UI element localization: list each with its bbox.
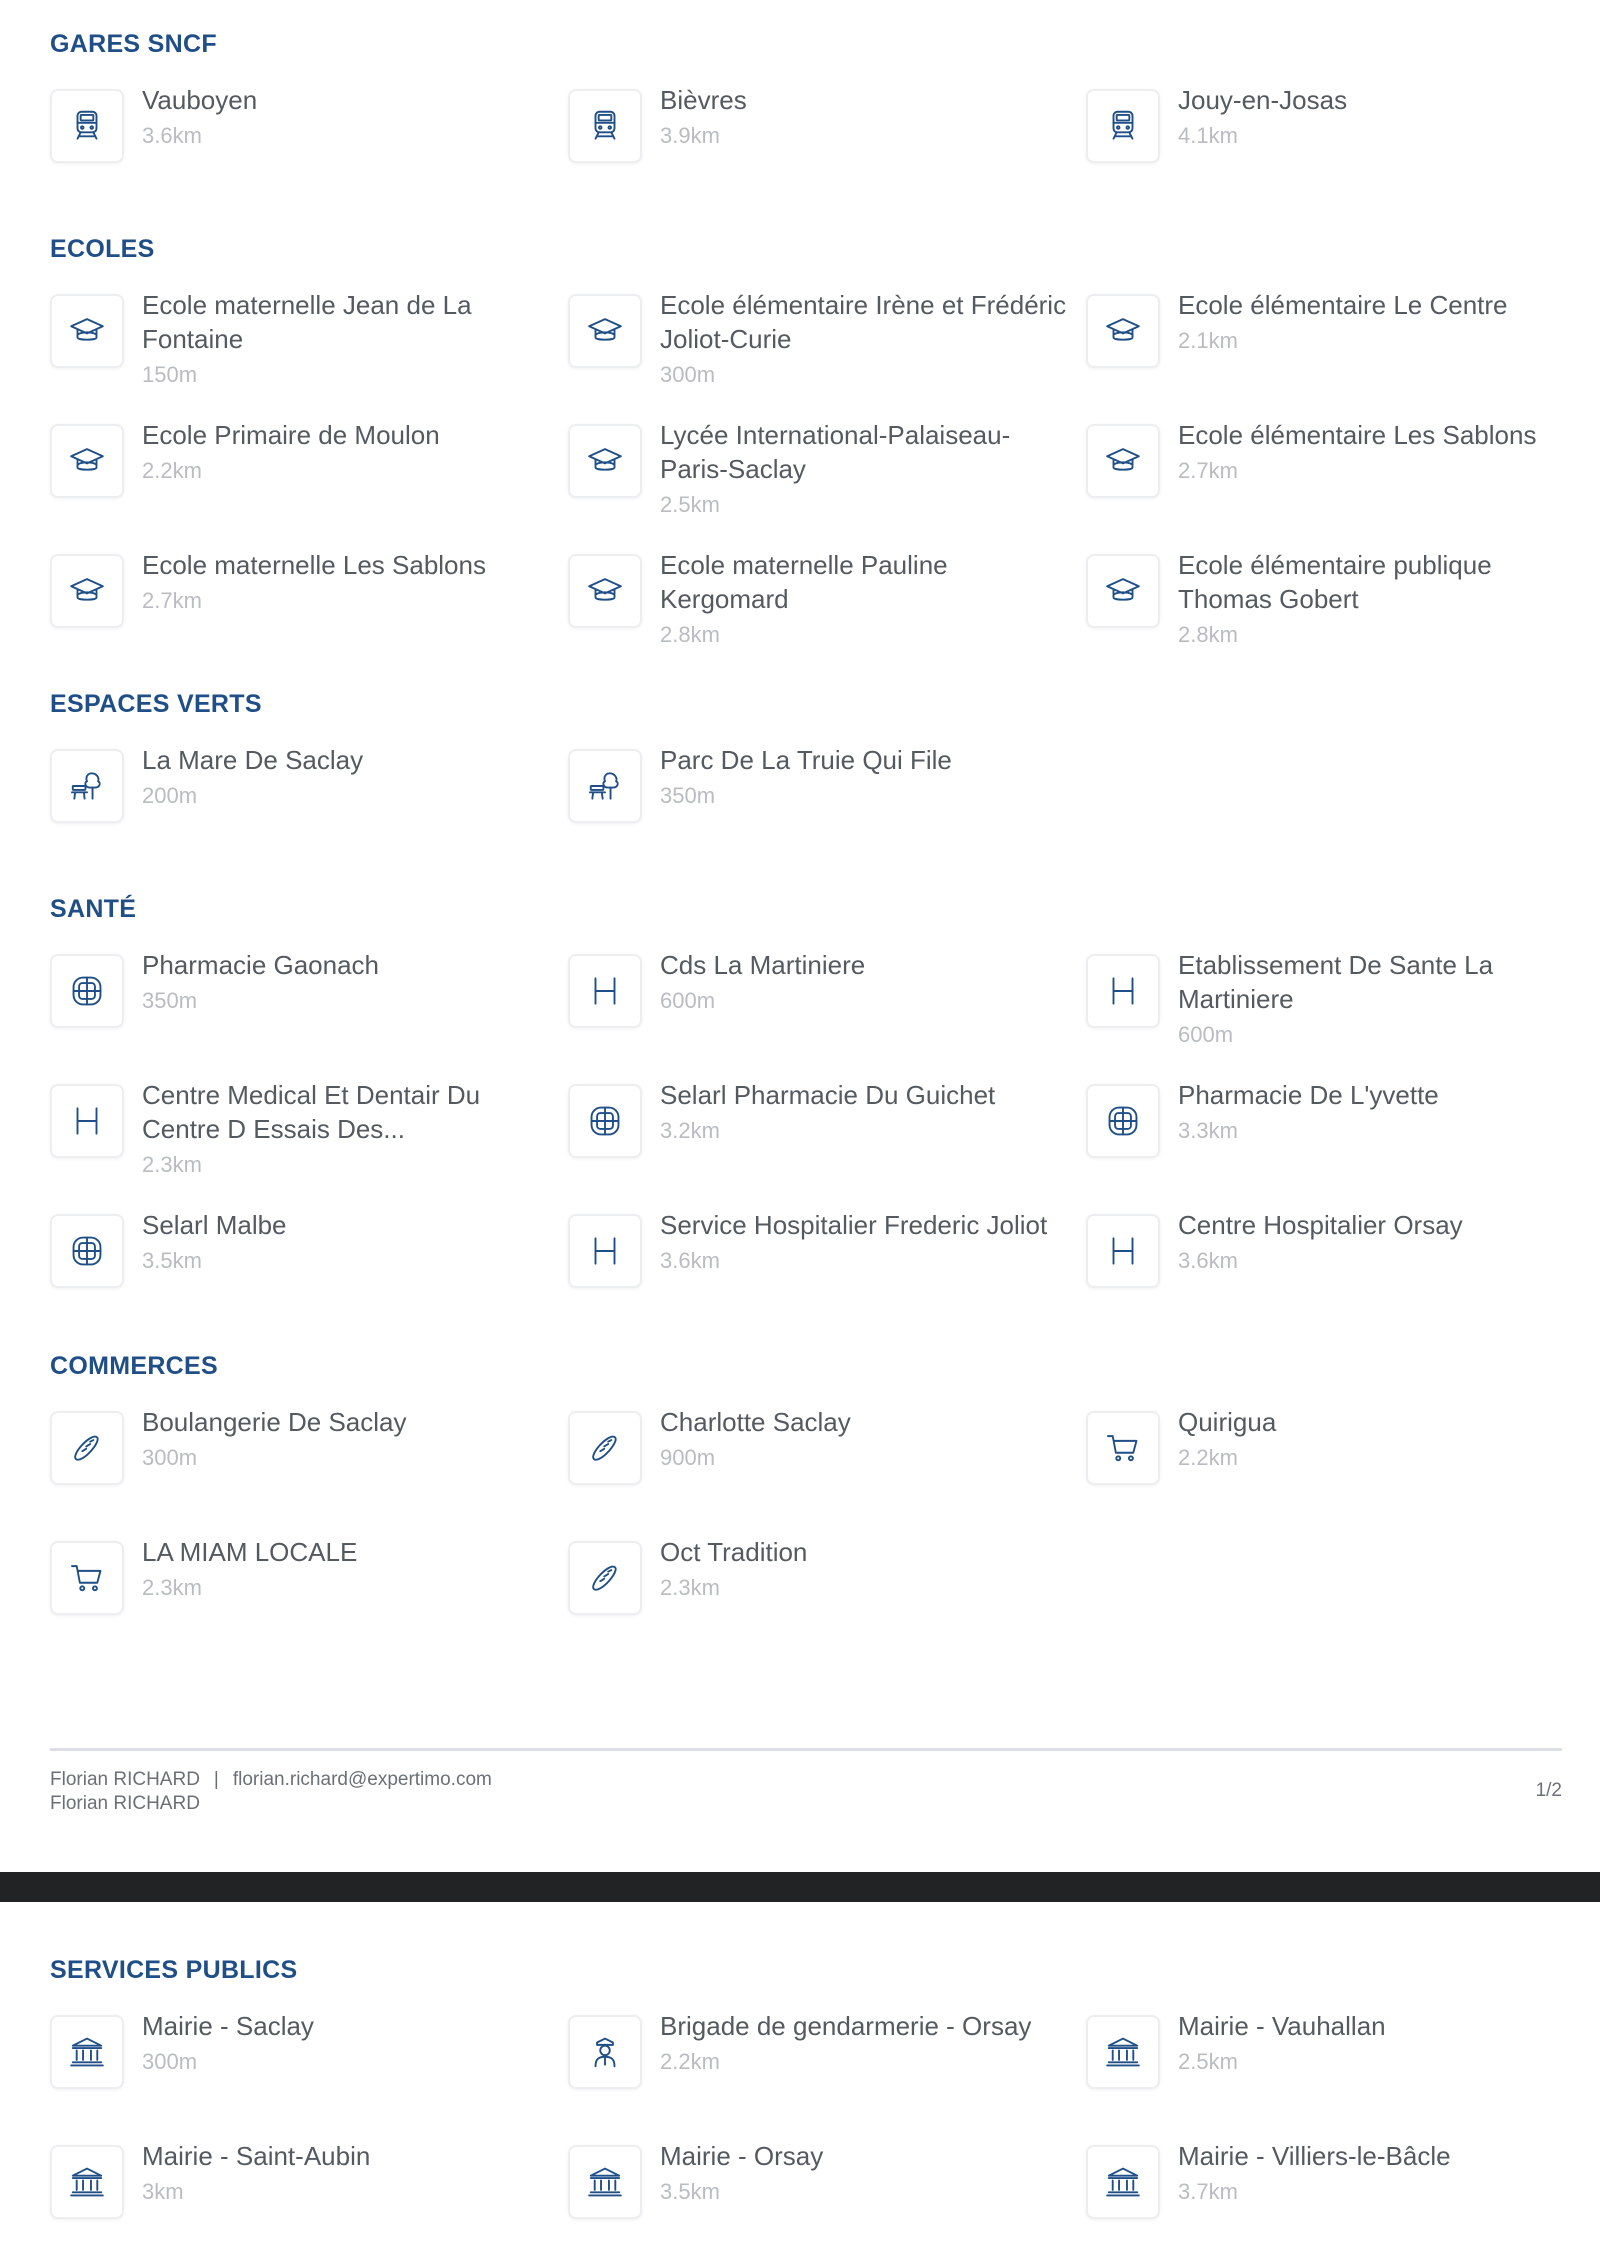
amenity-item [568,946,1086,1054]
amenity-distance: 3.5km [142,1248,202,1273]
section-title: COMMERCES [50,1352,218,1380]
amenity-name: Parc De La Truie Qui File [660,745,952,775]
amenity-item [568,416,1086,524]
amenity-item [50,1533,568,1641]
amenity-text [660,1206,1047,1278]
city-hall-icon [50,2145,124,2219]
page-number: 1/2 [1535,1780,1562,1801]
amenity-distance: 4.1km [1178,123,1238,148]
page-break [0,1872,1600,1902]
amenity-text [1178,946,1562,1052]
amenity-distance: 2.5km [1178,2049,1238,2074]
report-page-2 [0,1902,1600,2254]
amenity-text [1178,546,1562,652]
amenity-item [50,81,568,189]
section-gares-sncf [50,30,1550,189]
graduation-cap-icon [568,294,642,368]
section-ecoles [50,235,1550,654]
amenity-distance: 350m [660,783,716,808]
section-title: GARES SNCF [50,30,217,58]
pharmacy-icon [1086,1084,1160,1158]
amenity-text [142,1403,407,1475]
city-hall-icon [568,2145,642,2219]
amenity-distance: 2.2km [660,2049,720,2074]
amenity-text [1178,1403,1276,1475]
police-officer-icon [568,2015,642,2089]
amenity-distance: 350m [142,988,198,1013]
amenity-text [1178,2137,1451,2209]
amenity-item [1086,2137,1562,2245]
amenity-name: Pharmacie De L'yvette [1178,1080,1439,1110]
amenity-name: Ecole maternelle Jean de La Fontaine [142,290,472,354]
amenity-text [142,81,257,153]
amenity-text [142,286,552,392]
amenity-name: Ecole maternelle Pauline Kergomard [660,550,948,614]
section-title: SERVICES PUBLICS [50,1956,298,1984]
amenity-text [660,2137,823,2209]
amenity-text [660,1076,995,1148]
amenity-name: Oct Tradition [660,1537,808,1567]
pharmacy-icon [568,1084,642,1158]
amenity-distance: 2.3km [142,1152,202,1177]
footer-separator: | [213,1769,219,1790]
amenity-text [660,81,747,153]
amenity-text [1178,1076,1439,1148]
amenity-distance: 3.6km [660,1248,720,1273]
amenity-distance: 300m [142,1445,198,1470]
section-title: ECOLES [50,235,155,263]
graduation-cap-icon [50,554,124,628]
amenity-distance: 300m [660,362,716,387]
amenity-text [142,1206,287,1278]
amenity-text [1178,416,1536,488]
amenity-name: Jouy-en-Josas [1178,85,1348,115]
amenity-item [50,546,568,654]
amenity-name: Quirigua [1178,1407,1277,1437]
amenity-distance: 2.7km [142,588,202,613]
baguette-icon [50,1411,124,1485]
amenity-item [568,1533,1086,1641]
amenity-name: Ecole élémentaire Irène et Frédéric Joliot-Curie [660,290,1067,354]
graduation-cap-icon [1086,294,1160,368]
amenity-name: Ecole Primaire de Moulon [142,420,440,450]
section-espaces-verts [50,690,1550,849]
pharmacy-icon [50,1214,124,1288]
footer-divider [50,1748,1562,1751]
amenity-text [1178,1206,1463,1278]
amenity-name: Bièvres [660,85,747,115]
shopping-cart-icon [50,1541,124,1615]
amenity-distance: 3.7km [1178,2179,1238,2204]
amenity-distance: 2.5km [660,492,720,517]
amenity-distance: 900m [660,1445,716,1470]
park-bench-icon [50,749,124,823]
amenity-text [142,1533,357,1605]
amenity-text [660,2007,1031,2079]
amenity-distance: 300m [142,2049,198,2074]
amenity-text [1178,2007,1386,2079]
baguette-icon [568,1541,642,1615]
amenity-distance: 3.9km [660,123,720,148]
amenity-distance: 3.5km [660,2179,720,2204]
section-services-publics [50,1956,1550,2245]
amenity-item [568,2007,1086,2115]
section-commerces [50,1352,1550,1641]
amenity-item [568,741,1086,849]
amenity-distance: 2.7km [1178,458,1238,483]
amenity-item [50,286,568,394]
amenity-text [660,286,1070,392]
amenity-text [142,546,486,618]
amenity-list [50,741,1550,849]
amenity-list [50,946,1550,1314]
amenity-text [660,546,1070,652]
amenity-name: Mairie - Villiers-le-Bâcle [1178,2141,1451,2171]
hospital-h-icon [1086,954,1160,1028]
hospital-h-icon [568,954,642,1028]
amenity-name: La Mare De Saclay [142,745,364,775]
amenity-distance: 2.3km [660,1575,720,1600]
city-hall-icon [1086,2015,1160,2089]
amenity-distance: 2.8km [660,622,720,647]
amenity-name: Ecole maternelle Les Sablons [142,550,486,580]
amenity-distance: 2.2km [142,458,202,483]
amenity-item [1086,1403,1562,1511]
amenity-name: Selarl Malbe [142,1210,287,1240]
amenities-sections-page-2 [50,1956,1550,2245]
amenity-item [1086,2007,1562,2115]
amenity-text [142,2137,370,2209]
graduation-cap-icon [568,424,642,498]
page-footer [50,1768,492,1816]
amenity-item [568,2137,1086,2245]
train-icon [50,89,124,163]
amenity-distance: 600m [1178,1022,1234,1047]
amenity-distance: 200m [142,783,198,808]
amenity-item [1086,946,1562,1054]
amenity-name: Centre Medical Et Dentair Du Centre D Essais Des... [142,1080,481,1144]
amenity-text [660,946,865,1018]
amenity-distance: 2.3km [142,1575,202,1600]
baguette-icon [568,1411,642,1485]
amenity-text [660,741,952,813]
amenity-list [50,286,1550,654]
amenity-item [50,741,568,849]
train-icon [568,89,642,163]
amenity-distance: 150m [142,362,198,387]
amenity-item [50,416,568,524]
graduation-cap-icon [50,294,124,368]
amenity-text [142,1076,552,1182]
pharmacy-icon [50,954,124,1028]
park-bench-icon [568,749,642,823]
amenity-item [1086,286,1562,394]
amenity-text [1178,286,1508,358]
amenity-text [142,946,379,1018]
footer-agent-name: Florian RICHARD [50,1769,200,1790]
amenity-distance: 3.2km [660,1118,720,1143]
hospital-h-icon [50,1084,124,1158]
amenity-item [568,1076,1086,1184]
amenity-name: Selarl Pharmacie Du Guichet [660,1080,996,1110]
amenity-item [568,286,1086,394]
graduation-cap-icon [50,424,124,498]
amenity-list [50,2007,1550,2245]
amenity-item [1086,416,1562,524]
amenity-name: Ecole élémentaire publique Thomas Gobert [1178,550,1492,614]
city-hall-icon [50,2015,124,2089]
amenity-distance: 3km [142,2179,184,2204]
section-santé [50,895,1550,1314]
amenity-name: Ecole élémentaire Le Centre [1178,290,1508,320]
amenity-name: Centre Hospitalier Orsay [1178,1210,1463,1240]
amenity-name: Etablissement De Sante La Martiniere [1178,950,1494,1014]
amenity-item [568,81,1086,189]
shopping-cart-icon [1086,1411,1160,1485]
amenity-distance: 600m [660,988,716,1013]
footer-agent-name-2: Florian RICHARD [50,1793,200,1814]
city-hall-icon [1086,2145,1160,2219]
amenity-item [1086,1076,1562,1184]
amenity-item [50,1206,568,1314]
section-title: ESPACES VERTS [50,690,262,718]
amenity-item [568,546,1086,654]
amenity-item [1086,1206,1562,1314]
amenity-distance: 2.8km [1178,622,1238,647]
amenity-item [50,946,568,1054]
amenity-item [50,2007,568,2115]
amenity-name: LA MIAM LOCALE [142,1537,358,1567]
amenity-name: Brigade de gendarmerie - Orsay [660,2011,1032,2041]
amenity-text [142,416,440,488]
amenity-distance: 3.3km [1178,1118,1238,1143]
amenity-item [568,1403,1086,1511]
amenity-name: Vauboyen [142,85,258,115]
amenity-text [660,1533,807,1605]
hospital-h-icon [1086,1214,1160,1288]
amenity-name: Mairie - Saint-Aubin [142,2141,371,2171]
amenity-name: Mairie - Saclay [142,2011,314,2041]
amenity-item [1086,546,1562,654]
amenities-sections [50,30,1550,1641]
amenity-distance: 3.6km [142,123,202,148]
hospital-h-icon [568,1214,642,1288]
amenity-name: Service Hospitalier Frederic Joliot [660,1210,1048,1240]
amenity-text [142,2007,314,2079]
amenity-name: Boulangerie De Saclay [142,1407,407,1437]
amenity-name: Cds La Martiniere [660,950,866,980]
train-icon [1086,89,1160,163]
amenity-name: Mairie - Orsay [660,2141,824,2171]
amenity-distance: 3.6km [1178,1248,1238,1273]
amenity-text [660,1403,851,1475]
amenity-name: Lycée International-Palaiseau-Paris-Saclay [660,420,1011,484]
section-title: SANTÉ [50,895,137,923]
amenity-name: Ecole élémentaire Les Sablons [1178,420,1537,450]
graduation-cap-icon [1086,554,1160,628]
amenity-item [50,1403,568,1511]
amenity-name: Charlotte Saclay [660,1407,851,1437]
amenity-distance: 2.1km [1178,328,1238,353]
graduation-cap-icon [568,554,642,628]
footer-email[interactable]: florian.richard@expertimo.com [232,1769,492,1790]
amenity-name: Mairie - Vauhallan [1178,2011,1386,2041]
amenity-distance: 2.2km [1178,1445,1238,1470]
graduation-cap-icon [1086,424,1160,498]
amenity-list [50,1403,1550,1641]
amenity-name: Pharmacie Gaonach [142,950,380,980]
amenity-item [50,1076,568,1184]
amenity-text [1178,81,1347,153]
amenity-text [660,416,1070,522]
amenity-list [50,81,1550,189]
amenity-item [1086,81,1562,189]
amenity-item [50,2137,568,2245]
amenity-item [568,1206,1086,1314]
amenity-text [142,741,363,813]
